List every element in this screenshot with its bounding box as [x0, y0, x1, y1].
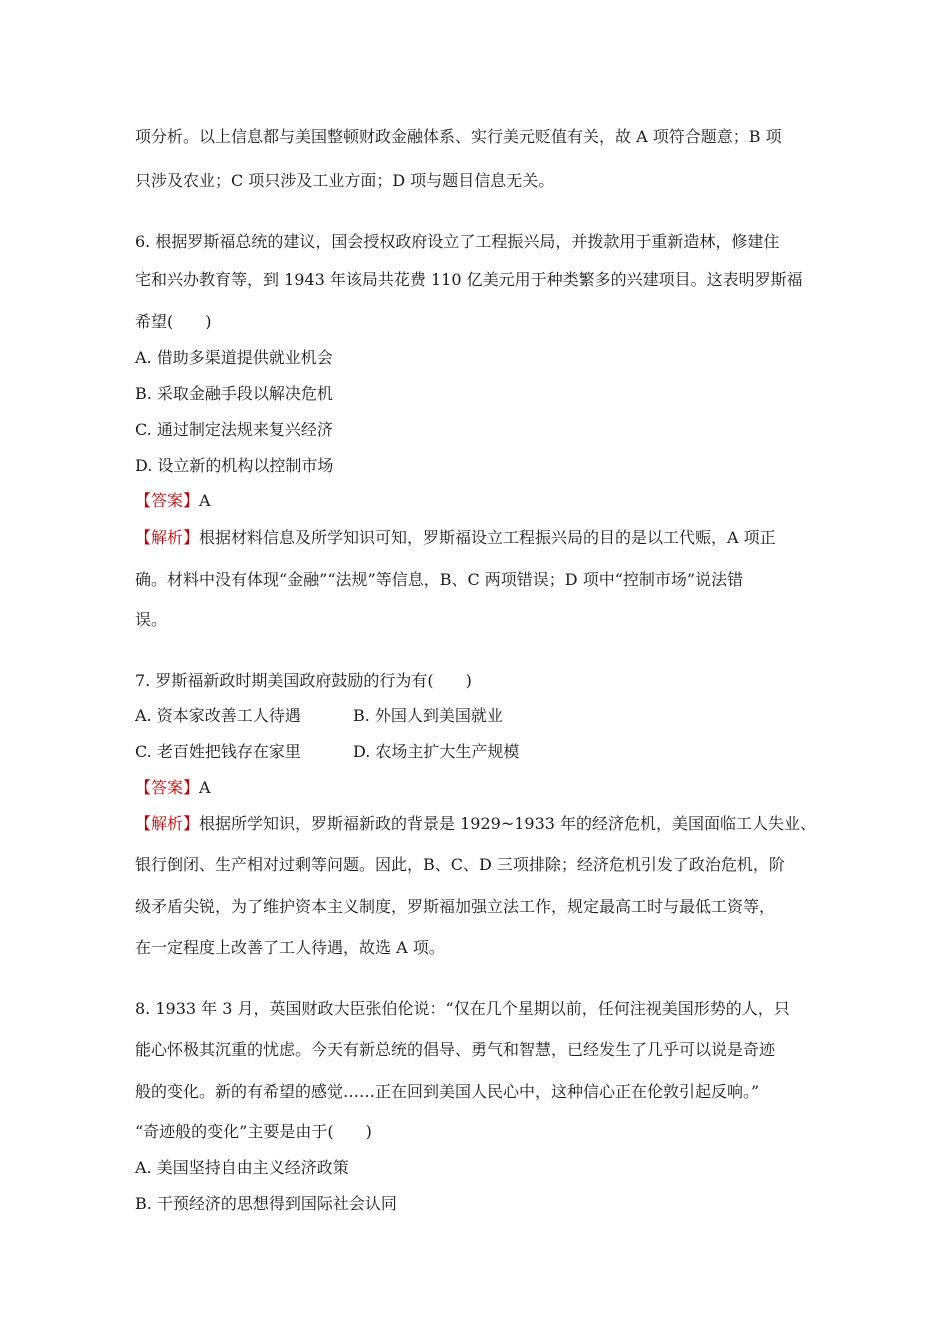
- question-7-option-a: A. 资本家改善工人待遇: [135, 706, 301, 725]
- question-8-stem-line: 般的变化。新的有希望的感觉……正在回到美国人民心中，这种信心正在伦敦引起反响。”: [135, 1082, 760, 1101]
- question-7-analysis-line: 在一定程度上改善了工人待遇，故选 A 项。: [135, 938, 445, 957]
- paragraph-line: 项分析。以上信息都与美国整顿财政金融体系、实行美元贬值有关，故 A 项符合题意；B 项: [135, 127, 782, 146]
- question-6-option-d: D. 设立新的机构以控制市场: [135, 456, 334, 475]
- question-7-options-row: [135, 706, 503, 726]
- question-7-options-row: [135, 742, 520, 762]
- question-8-stem-line: 能心怀极其沉重的忧虑。今天有新总统的倡导、勇气和智慧，已经发生了几乎可以说是奇迹: [135, 1040, 776, 1059]
- question-6-stem-line: 希望( ): [135, 312, 212, 331]
- question-6-analysis-line: 确。材料中没有体现“金融”“法规”等信息，B、C 两项错误；D 项中“控制市场”说法错: [135, 570, 744, 589]
- answer-tag: 【答案】: [135, 491, 200, 510]
- question-7-analysis-line: [135, 814, 816, 834]
- analysis-text: 根据所学知识，罗斯福新政的背景是 1929~1933 年的经济危机，美国面临工人失业、: [199, 814, 817, 833]
- analysis-text: 根据材料信息及所学知识可知，罗斯福设立工程振兴局的目的是以工代赈，A 项正: [199, 528, 776, 547]
- question-6-answer: [135, 491, 211, 511]
- analysis-tag: 【解析】: [135, 528, 200, 547]
- answer-value: A: [199, 778, 211, 797]
- question-6-analysis-line: 误。: [135, 610, 168, 629]
- question-6-stem-line: 6. 根据罗斯福总统的建议，国会授权政府设立了工程振兴局，并拨款用于重新造林，修建住: [135, 232, 780, 251]
- question-6-option-a: A. 借助多渠道提供就业机会: [135, 348, 333, 367]
- question-7-stem: 7. 罗斯福新政时期美国政府鼓励的行为有( ): [135, 671, 472, 690]
- question-7-option-b: B. 外国人到美国就业: [353, 706, 503, 725]
- question-6-analysis-line: [135, 528, 776, 548]
- analysis-tag: 【解析】: [135, 814, 200, 833]
- answer-tag: 【答案】: [135, 778, 200, 797]
- question-7-option-c: C. 老百姓把钱存在家里: [135, 742, 301, 761]
- question-7-analysis-line: 级矛盾尖锐，为了维护资本主义制度，罗斯福加强立法工作，规定最高工时与最低工资等，: [135, 897, 776, 916]
- question-6-option-c: C. 通过制定法规来复兴经济: [135, 420, 333, 439]
- question-6-option-b: B. 采取金融手段以解决危机: [135, 384, 333, 403]
- question-8-stem-line: 8. 1933 年 3 月，英国财政大臣张伯伦说：“仅在几个星期以前，任何注视美国形势的人，只: [135, 999, 790, 1018]
- question-8-option-b: B. 干预经济的思想得到国际社会认同: [135, 1194, 397, 1213]
- question-8-stem-line: “奇迹般的变化”主要是由于( ): [135, 1122, 372, 1141]
- paragraph-line: 只涉及农业；C 项只涉及工业方面；D 项与题目信息无关。: [135, 171, 555, 190]
- question-8-option-a: A. 美国坚持自由主义经济政策: [135, 1158, 349, 1177]
- question-6-stem-line: 宅和兴办教育等，到 1943 年该局共花费 110 亿美元用于种类繁多的兴建项目。这表明罗斯福: [135, 270, 803, 289]
- answer-value: A: [199, 491, 211, 510]
- question-7-option-d: D. 农场主扩大生产规模: [353, 742, 520, 761]
- question-7-answer: [135, 778, 211, 798]
- question-7-analysis-line: 银行倒闭、生产相对过剩等问题。因此，B、C、D 三项排除；经济危机引发了政治危机，阶: [135, 855, 785, 874]
